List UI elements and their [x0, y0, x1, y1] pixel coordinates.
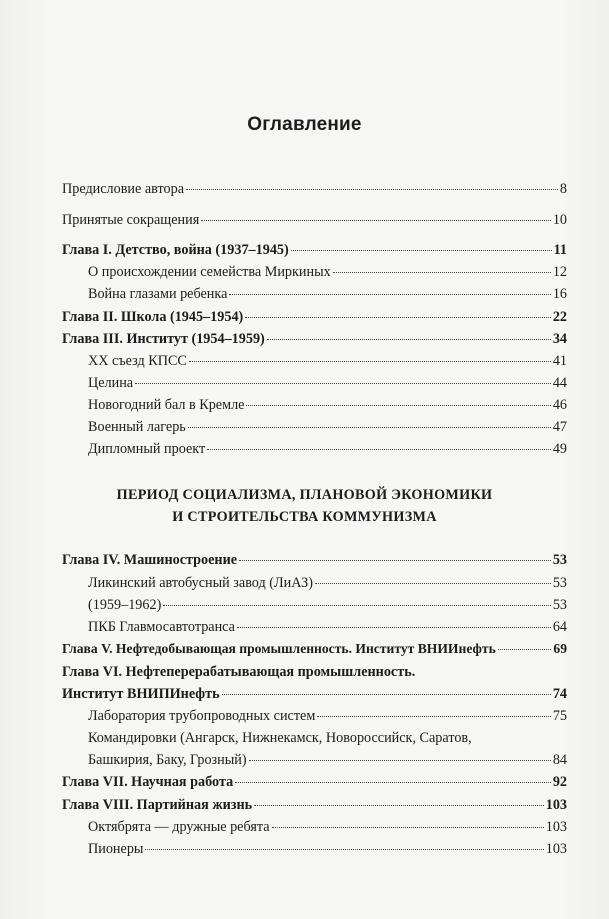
toc-entry — [88, 618, 567, 636]
toc-entry-page: 46 — [552, 397, 567, 413]
toc-chapter — [62, 241, 567, 259]
toc-entry-title: Военный лагерь — [88, 419, 186, 435]
toc-entry — [88, 818, 567, 836]
toc-entry-title: Глава III. Институт (1954–1959) — [62, 331, 265, 347]
toc-entry-page: 11 — [553, 242, 567, 258]
toc-entry-title: Лаборатория трубопроводных систем — [88, 708, 316, 724]
toc-entry-title: О происхождении семейства Миркиных — [88, 264, 331, 280]
toc-chapter-title: Глава VI. Нефтеперерабатывающая промышленность. — [62, 664, 416, 680]
toc-entry-title: Глава II. Школа (1945–1954) — [62, 309, 244, 325]
toc-chapter — [62, 640, 567, 658]
toc-entry-page: 103 — [545, 797, 567, 813]
toc-entry-title: Институт ВНИПИнефть — [62, 686, 220, 702]
toc-entry-title: Глава VIII. Партийная жизнь — [62, 797, 253, 813]
toc-entry — [88, 707, 567, 725]
toc-entry-title: (1959–1962) — [88, 597, 162, 613]
toc-entry-page: 49 — [552, 441, 567, 457]
toc-entry-title: Предисловие автора — [62, 181, 185, 197]
toc-chapter — [62, 685, 567, 703]
toc-entry-page: 16 — [552, 286, 567, 302]
toc-entry-page: 44 — [552, 375, 567, 391]
toc-entry-title: Глава IV. Машиностроение — [62, 552, 238, 568]
toc-entry-page: 22 — [552, 309, 567, 325]
toc-entry-title: Октябрята — дружные ребята — [88, 819, 270, 835]
toc-entry-page: 8 — [559, 181, 567, 197]
toc-entry-page: 47 — [552, 419, 567, 435]
toc-entry-title: Глава V. Нефтедобывающая промышленность. Институт ВНИИнефть — [62, 641, 496, 656]
toc-entry-page: 12 — [552, 264, 567, 280]
toc-entry — [62, 211, 567, 229]
toc-chapter — [62, 308, 567, 326]
toc-entry-page: 103 — [545, 841, 567, 857]
toc-entry-title: Ликинский автобусный завод (ЛиАЗ) — [88, 575, 313, 591]
toc-entry — [88, 418, 567, 436]
toc-entry-page: 34 — [552, 331, 567, 347]
toc-entry-page: 53 — [552, 597, 567, 613]
toc-entry-page: 53 — [552, 552, 567, 568]
toc-entry-page: 84 — [552, 752, 567, 768]
toc-entry — [88, 596, 567, 614]
toc-entry — [88, 751, 567, 769]
toc-chapter — [62, 796, 567, 814]
toc-entry-page: 103 — [545, 819, 567, 835]
toc-entry-title: XX съезд КПСС — [88, 353, 187, 369]
toc-entry-page: 10 — [552, 212, 567, 228]
toc-entry-title: Война глазами ребенка — [88, 286, 228, 302]
toc-entry-title: Командировки (Ангарск, Нижнекамск, Новороссийск, Саратов, — [88, 730, 472, 746]
toc-chapter — [62, 773, 567, 791]
page-title: Оглавление — [247, 114, 362, 135]
toc-chapter — [62, 330, 567, 348]
section-heading-line: И СТРОИТЕЛЬСТВА КОММУНИЗМА — [172, 509, 437, 525]
toc-entry-page: 53 — [552, 575, 567, 591]
toc-entry — [88, 285, 567, 303]
toc-entry-page: 64 — [552, 619, 567, 635]
toc-entry-title: Принятые сокращения — [62, 212, 200, 228]
toc-entry-title: Пионеры — [88, 841, 144, 857]
toc-entry-page: 74 — [552, 686, 567, 702]
section-heading-line: ПЕРИОД СОЦИАЛИЗМА, ПЛАНОВОЙ ЭКОНОМИКИ — [116, 487, 493, 503]
toc-entry — [88, 440, 567, 458]
toc-entry-title: Глава VII. Научная работа — [62, 774, 234, 790]
toc-entry — [88, 263, 567, 281]
toc-entry — [62, 180, 567, 198]
toc-entry-page: 41 — [552, 353, 567, 369]
toc-entry — [88, 374, 567, 392]
toc-entry-title: Целина — [88, 375, 134, 391]
toc-entry-page: 92 — [552, 774, 567, 790]
toc-chapter — [62, 551, 567, 569]
toc-entry — [88, 352, 567, 370]
toc-entry — [88, 396, 567, 414]
toc-entry-title: Глава I. Детство, война (1937–1945) — [62, 242, 289, 258]
toc-entry-title: Новогодний бал в Кремле — [88, 397, 245, 413]
toc-entry-page: 69 — [553, 641, 567, 656]
toc-entry-title: ПКБ Главмосавтотранса — [88, 619, 235, 635]
toc-entry-title: Дипломный проект — [88, 441, 206, 457]
toc-entry-title: Башкирия, Баку, Грозный) — [88, 752, 247, 768]
toc-entry-page: 75 — [552, 708, 567, 724]
toc-entry — [88, 574, 567, 592]
toc-entry — [88, 840, 567, 858]
